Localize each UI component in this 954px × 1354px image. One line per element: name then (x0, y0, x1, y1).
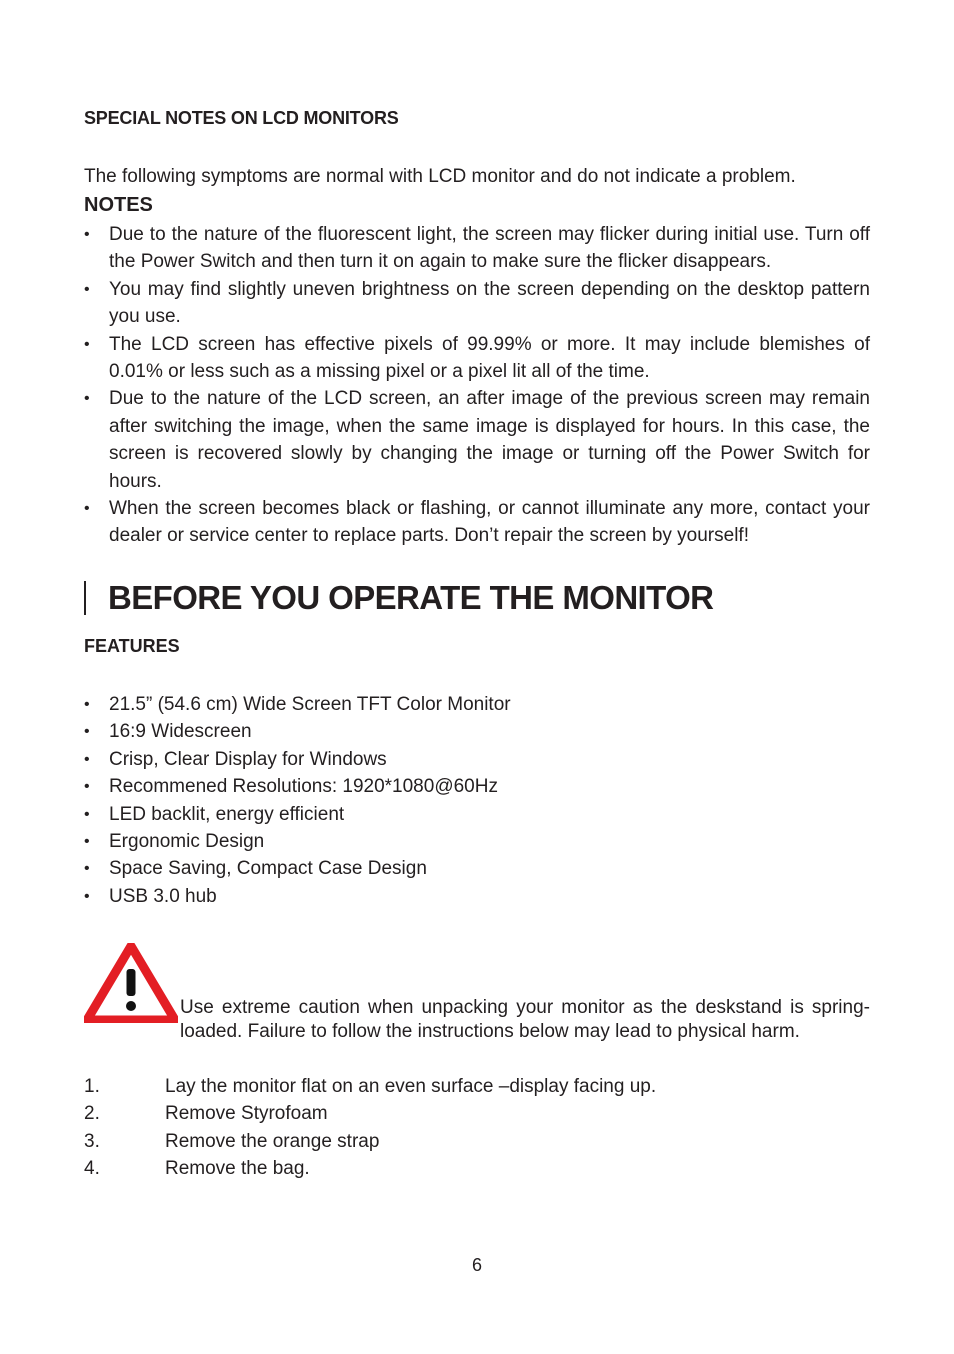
step-number: 4. (84, 1158, 100, 1180)
feature-text: LED backlit, energy efficient (109, 803, 345, 825)
list-item (84, 1100, 656, 1127)
features-heading: FEATURES (84, 636, 180, 656)
step-number: 3. (84, 1130, 100, 1152)
bullet-icon: • (84, 805, 90, 823)
feature-text: Recommened Resolutions: 1920*1080@60Hz (109, 776, 498, 798)
warning-triangle-icon (84, 943, 178, 1023)
bullet-icon: • (84, 833, 90, 851)
bullet-icon: • (84, 723, 90, 741)
list-item (84, 855, 870, 882)
list-item (84, 883, 870, 910)
list-item (84, 221, 870, 276)
list-item (84, 385, 870, 495)
list-item (84, 746, 870, 773)
warning-exclamation-dot (126, 1001, 136, 1011)
note-text: Due to the nature of the fluorescent light, the screen may flicker during initial use. Turn off the Power Switch and then turn it on again to make sure the flicker disappears. (109, 224, 870, 273)
list-item (84, 1128, 656, 1155)
bullet-icon: • (84, 390, 90, 408)
special-notes-intro: The following symptoms are normal with LCD monitor and do not indicate a problem. (84, 166, 796, 187)
list-item (84, 1155, 656, 1182)
note-text: Due to the nature of the LCD screen, an after image of the previous screen may remain after switching the image, when the same image is displayed for hours. In this case, the screen is recovered slowly by changing the image or turning off the Power Switch for hours. (109, 388, 870, 492)
notes-list (84, 221, 870, 550)
bullet-icon: • (84, 750, 90, 768)
list-item (84, 718, 870, 745)
list-item (84, 773, 870, 800)
feature-text: Crisp, Clear Display for Windows (109, 748, 387, 770)
feature-text: Space Saving, Compact Case Design (109, 858, 427, 880)
section-title-text: BEFORE YOU OPERATE THE MONITOR (108, 579, 714, 616)
bullet-icon: • (84, 226, 90, 243)
note-text: The LCD screen has effective pixels of 99.99% or more. It may include blemishes of 0.01% or less such as a missing pixel or a pixel lit all of the time. (109, 333, 870, 383)
list-item (84, 691, 870, 718)
feature-text: Ergonomic Design (109, 831, 265, 853)
list-item (84, 1073, 656, 1100)
caution-text: Use extreme caution when unpacking your monitor as the deskstand is spring-loaded. Failure to follow the instructions below may lead to physical harm. (180, 997, 870, 1042)
feature-text: USB 3.0 hub (109, 885, 217, 907)
step-text: Lay the monitor flat on an even surface –display facing up. (165, 1076, 657, 1097)
step-text: Remove the orange strap (165, 1130, 380, 1152)
bullet-icon: • (84, 696, 90, 713)
list-item (84, 276, 870, 331)
features-list (84, 691, 870, 910)
section-title-bar (84, 581, 86, 615)
special-notes-heading: SPECIAL NOTES ON LCD MONITORS (84, 108, 399, 128)
bullet-icon: • (84, 280, 90, 298)
unpacking-steps (84, 1073, 656, 1183)
list-item (84, 828, 870, 855)
list-item (84, 331, 870, 386)
feature-text: 21.5” (54.6 cm) Wide Screen TFT Color Monitor (109, 694, 511, 715)
warning-exclamation-bar (127, 969, 136, 996)
notes-heading: NOTES (84, 194, 153, 216)
bullet-icon: • (84, 500, 90, 518)
list-item (84, 801, 870, 828)
step-text: Remove the bag. (165, 1158, 310, 1180)
caution-block (84, 943, 870, 1044)
bullet-icon: • (84, 335, 90, 353)
step-text: Remove Styrofoam (165, 1103, 328, 1125)
page-number: 6 (471, 1255, 482, 1275)
step-number: 1. (84, 1076, 100, 1097)
note-text: You may find slightly uneven brightness on the screen depending on the desktop pattern you use. (109, 278, 870, 328)
list-item (84, 495, 870, 550)
feature-text: 16:9 Widescreen (109, 721, 252, 743)
bullet-icon: • (84, 887, 90, 905)
note-text: When the screen becomes black or flashing, or cannot illuminate any more, contact your dealer or service center to replace parts. Don’t repair the screen by yourself! (109, 498, 870, 547)
bullet-icon: • (84, 778, 90, 796)
step-number: 2. (84, 1103, 100, 1125)
section-title (84, 576, 713, 620)
bullet-icon: • (84, 860, 90, 878)
